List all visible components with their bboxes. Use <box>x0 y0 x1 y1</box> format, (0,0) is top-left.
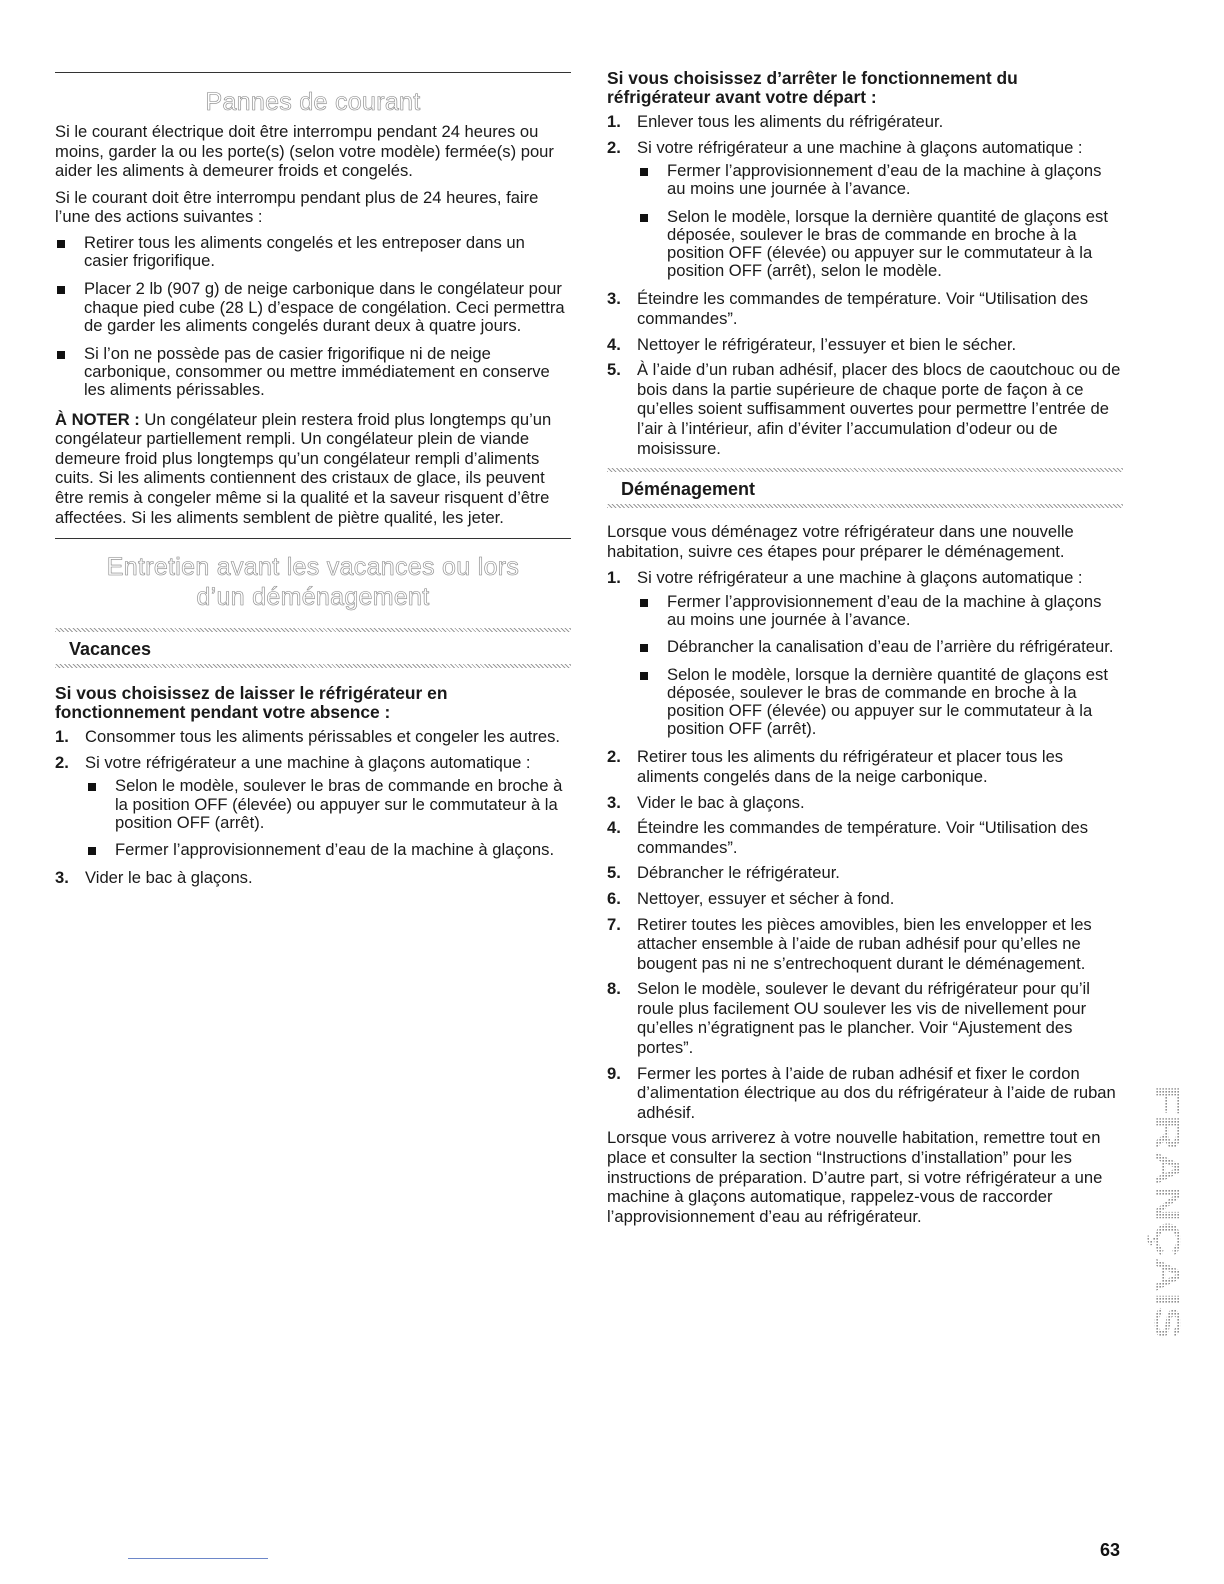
top-rule <box>55 72 571 73</box>
step-number: 3. <box>607 792 621 812</box>
list-item: Fermer l’approvisionnement d’eau de la machine à glaçons au moins une journée à l’avance. <box>637 162 1123 198</box>
language-side-tab <box>1143 1083 1188 1343</box>
list-item <box>607 889 1123 909</box>
maintenance-title-line-2: d’un déménagement <box>196 583 430 612</box>
step-number: 6. <box>607 888 621 908</box>
step-text: Consommer tous les aliments périssables et congeler les autres. <box>85 727 560 747</box>
list-item: Selon le modèle, lorsque la dernière quantité de glaçons est déposée, soulever le bras de commande en broche à la position OFF (élevée) ou appuyer sur le commutateur à la position OFF (arrêt), selon le modèle. <box>637 208 1123 281</box>
step-text: Éteindre les commandes de température. Voir “Utilisation des commandes”. <box>637 818 1089 857</box>
side-tab-label: FRANÇAIS <box>1147 1085 1188 1271</box>
step-text: Fermer les portes à l’aide de ruban adhésif et fixer le cordon d’alimentation électrique au dos du réfrigérateur à l’aide de ruban adhésif. <box>637 1063 1116 1122</box>
maintenance-title-line-1: Entretien avant les vacances ou lors <box>106 553 520 582</box>
step-text: Nettoyer le réfrigérateur, l’essuyer et bien le sécher. <box>637 334 1017 354</box>
moving-steps <box>607 568 1123 1122</box>
left-column <box>55 72 571 894</box>
step-number: 4. <box>607 334 621 354</box>
step-number: 3. <box>55 868 69 888</box>
list-item: Retirer tous les aliments congelés et les entreposer dans un casier frigorifique. <box>55 234 571 270</box>
step-text: Selon le modèle, soulever le devant du réfrigérateur pour qu’il roule plus facilement OU soulever les vis de nivellement pour qu’elles n’égratignent pas le plancher. Voir “Ajustement des portes”. <box>637 979 1090 1058</box>
step-number: 2. <box>607 137 621 157</box>
vacances-heading: Vacances <box>69 639 152 660</box>
footer-line <box>128 1558 268 1559</box>
moving-closing: Lorsque vous arriverez à votre nouvelle habitation, remettre tout en place et consulter la section “Instructions d’installation” pour les instructions de préparation. D’autre part, si votre réfrigérateur a une machine à glaçons automatique, rappelez-vous de raccorder l’approvisionnement d’eau au réfrigérateur. <box>607 1128 1103 1226</box>
power-paragraph-1: Si le courant électrique doit être interrompu pendant 24 heures ou moins, garder la ou les porte(s) (selon votre modèle) fermée(s) pour aider les aliments à demeurer froids et congelés. <box>55 122 554 181</box>
hatch-divider <box>55 664 571 668</box>
keep-running-heading: Si vous choisissez de laisser le réfrigérateur en fonctionnement pendant votre absence : <box>55 683 448 723</box>
list-item: Si l’on ne possède pas de casier frigorifique ni de neige carbonique, consommer ou mettre immédiatement en conserve les aliments périssables. <box>55 345 571 400</box>
step-text: À l’aide d’un ruban adhésif, placer des blocs de caoutchouc ou de bois dans la partie supérieure de chaque porte de façon à ce qu’elles soient suffisamment ouvertes pour permettre l’entrée de l’air à l’intérieur, afin d’éviter l’accumulation d’odeur ou de moisissure. <box>637 360 1121 458</box>
step-sub-bullets <box>637 593 1123 738</box>
stop-steps <box>607 112 1123 458</box>
step-number: 8. <box>607 979 621 999</box>
list-item <box>55 727 571 747</box>
step-text: Vider le bac à glaçons. <box>85 868 253 888</box>
step-text: Si votre réfrigérateur a une machine à glaçons automatique : <box>85 752 531 772</box>
list-item <box>55 868 571 888</box>
list-item: Selon le modèle, soulever le bras de commande en broche à la position OFF (élevée) ou appuyer sur le commutateur à la position OFF (arrêt). <box>85 777 571 832</box>
step-number: 4. <box>607 818 621 838</box>
list-item <box>607 915 1123 974</box>
step-number: 9. <box>607 1063 621 1083</box>
list-item <box>607 818 1123 857</box>
step-text: Débrancher le réfrigérateur. <box>637 863 840 883</box>
step-number: 1. <box>607 568 621 588</box>
step-number: 3. <box>607 289 621 309</box>
step-text: Si votre réfrigérateur a une machine à glaçons automatique : <box>637 568 1083 588</box>
list-item: Placer 2 lb (907 g) de neige carbonique dans le congélateur pour chaque pied cube (28 L) d’espace de congélation. Ceci permettra de garder les aliments congelés durant deux à quatre jours. <box>55 280 571 335</box>
step-text: Retirer tous les aliments du réfrigérateur et placer tous les aliments congelés dans de la neige carbonique. <box>637 747 1064 786</box>
step-number: 5. <box>607 360 621 380</box>
step-number: 1. <box>607 112 621 131</box>
section-rule <box>55 538 571 539</box>
step-text: Retirer toutes les pièces amovibles, bien les envelopper et les attacher ensemble à l’aide de ruban adhésif pour qu’elles ne bougent pas ni ne s’entrechoquent durant le déménagement. <box>637 914 1092 973</box>
list-item <box>607 138 1123 281</box>
step-text: Vider le bac à glaçons. <box>637 792 805 812</box>
step-number: 7. <box>607 914 621 934</box>
step-number: 2. <box>607 747 621 767</box>
step-number: 5. <box>607 863 621 883</box>
list-item <box>607 360 1123 458</box>
moving-heading: Déménagement <box>621 479 756 500</box>
list-item: Selon le modèle, lorsque la dernière quantité de glaçons est déposée, soulever le bras de commande en broche à la position OFF (élevée) ou appuyer sur le commutateur à la position OFF (arrêt). <box>637 666 1123 739</box>
power-outage-title: Pannes de courant <box>205 88 421 116</box>
right-column <box>607 69 1123 1233</box>
list-item <box>607 335 1123 355</box>
list-item <box>607 112 1123 132</box>
list-item <box>607 1064 1123 1123</box>
step-text: Si votre réfrigérateur a une machine à glaçons automatique : <box>637 137 1083 157</box>
power-bullet-list <box>55 234 571 400</box>
vacation-steps <box>55 727 571 888</box>
list-item <box>607 289 1123 328</box>
list-item <box>607 793 1123 813</box>
step-text: Enlever tous les aliments du réfrigérateur. <box>637 112 944 131</box>
step-text: Nettoyer, essuyer et sécher à fond. <box>637 888 895 908</box>
list-item: Fermer l’approvisionnement d’eau de la machine à glaçons au moins une journée à l’avance. <box>637 593 1123 629</box>
hatch-divider <box>607 504 1123 508</box>
list-item <box>607 568 1123 738</box>
list-item: Fermer l’approvisionnement d’eau de la machine à glaçons. <box>85 841 571 859</box>
step-number: 1. <box>55 727 69 747</box>
note-label: À NOTER : <box>55 409 140 429</box>
list-item <box>607 747 1123 786</box>
note-text: Un congélateur plein restera froid plus longtemps qu’un congélateur partiellement rempli. Un congélateur plein de viande demeure froid plus longtemps qu’un congélateur rempli d’aliments cuits. Si les aliments contiennent des cristaux de glace, ils peuvent être remis à congeler même si la qualité et la saveur risquent d’être affectées. Si les aliments semblent de piètre qualité, les jeter. <box>55 409 552 527</box>
list-item <box>607 863 1123 883</box>
list-item: Débrancher la canalisation d’eau de l’arrière du réfrigérateur. <box>637 638 1123 656</box>
step-sub-bullets <box>637 162 1123 280</box>
stop-running-heading: Si vous choisissez d’arrêter le fonctionnement du réfrigérateur avant votre départ : <box>607 68 1018 107</box>
step-text: Éteindre les commandes de température. Voir “Utilisation des commandes”. <box>637 289 1089 328</box>
list-item <box>607 979 1123 1057</box>
power-paragraph-2: Si le courant doit être interrompu pendant plus de 24 heures, faire l’une des actions suivantes : <box>55 187 539 227</box>
power-note <box>55 410 571 528</box>
step-sub-bullets <box>85 777 571 859</box>
step-number: 2. <box>55 752 69 772</box>
moving-intro: Lorsque vous déménagez votre réfrigérateur dans une nouvelle habitation, suivre ces étapes pour préparer le déménagement. <box>607 522 1074 561</box>
page-number: 63 <box>1100 1540 1121 1560</box>
list-item <box>55 753 571 859</box>
